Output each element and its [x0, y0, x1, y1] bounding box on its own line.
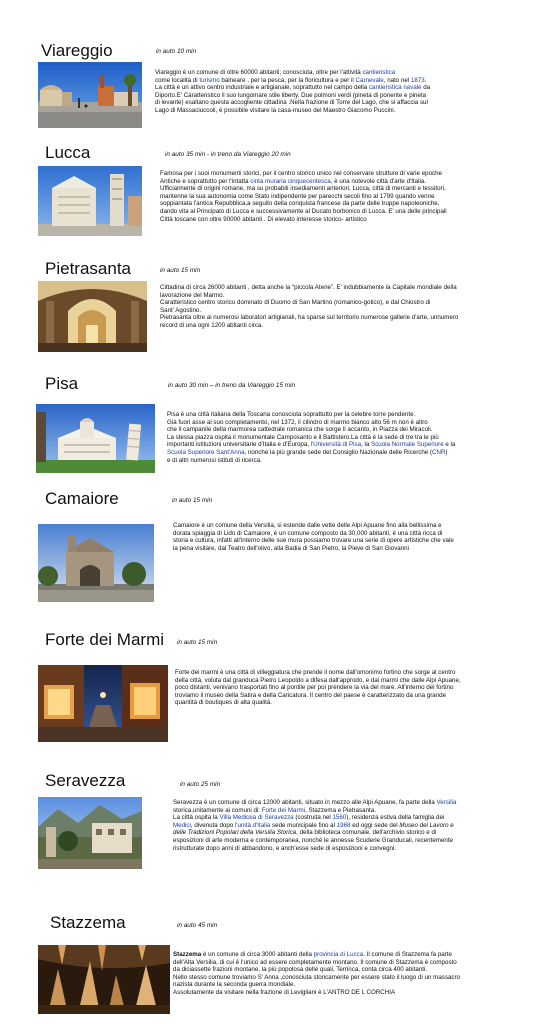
- inline-link[interactable]: cantieristica navale: [368, 84, 422, 92]
- inline-link[interactable]: l'Università di Pisa: [310, 441, 362, 449]
- inline-link[interactable]: Scuola Normale Superiore: [371, 441, 444, 449]
- inline-link[interactable]: l'unità d'Italia: [234, 821, 271, 829]
- travel-time: in auto 30 min – in treno da Viareggio 15 min: [168, 382, 296, 389]
- inline-link[interactable]: cinta muraria cinquecentesca: [250, 177, 331, 185]
- travel-time: in auto 10 min: [156, 48, 197, 55]
- seravezza-villa-photo: [38, 797, 142, 869]
- section-title: Stazzema: [50, 913, 126, 932]
- pietrasanta-church-interior-photo: [38, 281, 147, 352]
- inline-link[interactable]: Villa Medicea di Seravezza: [219, 814, 294, 822]
- inline-link[interactable]: provincia di Lucca: [313, 951, 364, 958]
- section-description: Stazzema è un comune di circa 3000 abitanti della provincia di Lucca. Il comune di Stazzema fa parte dell'Alta Versilia, di cui è l'unico ad essere completamente montano. Il comune di Stazzema è composto da diciassette frazioni montane, la più popolosa delle quali, Terrinca, conta circa 400 abitanti. Nello stesso comune troviamo S' Anna ,conosciuta storicamente per essere stato il luogo di un massacro nazista durante la seconda guerra mondiale. Assolutamente da visitare nella frazione di Levigliani è L'ANTRO DE L CORCHIA: [173, 951, 460, 996]
- travel-time: in auto 35 min - in treno da Viareggio 20 min: [165, 151, 291, 158]
- travel-time: in auto 15 min: [172, 497, 213, 504]
- inline-link[interactable]: 1873: [410, 76, 425, 84]
- section-title: Viareggio: [41, 41, 113, 60]
- travel-time: in auto 45 min: [177, 922, 218, 929]
- section-title: Forte dei Marmi: [45, 630, 165, 649]
- viareggio-seafront-photo: [38, 62, 142, 128]
- travel-time: in auto 15 min: [177, 639, 218, 646]
- camaiore-abbey-photo: [38, 524, 154, 602]
- lucca-cathedral-photo: [38, 166, 142, 236]
- section-description: Viareggio è un comune di oltre 60000 abitanti; conosciuta, oltre per l'attività cantieristica come località di turismo balneare , per la pesca, per la floricultura e per il Carnevale, nato nel 1873. La città è un attivo centro industriale e artigianale, soprattutto nel campo della cantieristica navale da Diporto.E' Caratteristico il suo lungomare stile liberty. Due polmoni verdi (pineta di ponente e pineta di levante) esaltano questa accogliente cittadina .Nella frazione di Torre del Lago, che si affaccia sul Lago di Massaciuccoli, è possibile visitare la casa-museo del Maestro Giacomo Puccini.: [155, 69, 431, 114]
- section-title: Pietrasanta: [45, 259, 131, 278]
- inline-link[interactable]: CNR: [432, 448, 446, 456]
- inline-link[interactable]: turismo: [199, 76, 220, 84]
- travel-time: in auto 15 min: [160, 267, 201, 274]
- section-title: Seravezza: [45, 771, 126, 790]
- section-description: Pisa è una città italiana della Toscana conosciuta soprattutto per la celebre torre pendente. Già fuori asse al suo completamento, nel 1372, il cilindro di marmo bianco alto 56 m non è altro che il campanile della marmorea cattedrale romanica che sorge lì accanto, in Piazza dei Miracoli. La stessa piazza ospita il monumentale Camposanto e il Battistero.La città è la sede di tre tra le più importanti istituzioni universitarie d'Italia e d'Europa, l'Università di Pisa, la Scuola Normale Superiore e la Scuola Superiore Sant'Anna, nonché la più grande sede del Consiglio Nazionale delle Ricerche (CNR) e di altri numerosi istituti di ricerca.: [167, 411, 456, 464]
- section-title: Camaiore: [45, 489, 119, 508]
- inline-link[interactable]: Carnevale: [355, 76, 384, 84]
- inline-link[interactable]: Scuola Superiore Sant'Anna: [167, 448, 245, 456]
- pisa-piazza-miracoli-photo: [36, 404, 155, 473]
- forte-dei-marmi-boutiques-photo: [38, 665, 168, 742]
- antro-del-corchia-cave-photo: [38, 945, 170, 1014]
- section-title: Pisa: [45, 374, 79, 393]
- inline-link[interactable]: 1560: [332, 814, 347, 822]
- section-title: Lucca: [45, 143, 91, 162]
- section-description: Forte dei marmi è una città di villeggiatura che prende il nome dall'omonimo fortino che sorge al centro della città, voluta dal granduca Pietro Leopoldo a difesa dall'approdo, e dai marmi che dalle Alpi Apuane, poco distanti, venivano trasportati fino al pontile per poi prendere la via del mare. All'interno del fortino troviamo il museo della Satira e della Caricatura. Il centro del paese è caratterizzato da una grande quantità di boutiques di alta qualità.: [175, 669, 461, 707]
- inline-link[interactable]: 1968: [336, 821, 351, 829]
- section-description: Camaiore è un comune della Versilia, si estende dalle vette delle Alpi Apuane fino alla bellissima e dorata spiaggia di Lido di Camaiore, è un comune composto da 30,000 abitanti, è una città ricca di storia e cultura, infatti all'interno delle sue mura possiamo trovare una serie di opere artistiche che vale la pena visitare, dal Teatro dell'olivo, alla Badia di San Pietro, la Pieve di San Giovanni: [173, 522, 454, 552]
- inline-link[interactable]: Medici: [173, 821, 191, 829]
- inline-link[interactable]: cantieristica: [362, 69, 396, 76]
- section-description: Cittadina di circa 26000 abitanti , detta anche la “piccola Atene”. E' indubbiamente la Capitale mondiale della lavorazione del Marmo. Caratteristico centro storico dominato dl Duomo di San Martino (romanico-gotico), e dal Chiostro di Sant' Agostino. Pietrasanta oltre ai numerosi laboratori artigianali, ha sparse sul territorio numerose gallerie d'arte, unnumero record di una ogni 1200 abitanti circa.: [160, 284, 459, 329]
- inline-link[interactable]: Forte dei Marmi: [261, 806, 306, 814]
- section-description: Famosa per i suoi monumenti storici, per il centro storico unico nel conservare strutture di varie epoche Antiche e soprattutto per l'intatta cinta muraria cinquecentesca, è una notevole città d'arte d'Italia. Ufficialmente di origini romane, ma su probabili insediamenti anteriori, Lucca, città di mercanti e tessitori, mantenne la sua autonomia come Stato indipendente per parecchi secoli fino al 1799 quando venne soppiantata l'antica Repubblica,a seguito della conquista francese da parte delle truppe napoleoniche, dando vita al Principato di Lucca e successivamente al Ducato borbonico di Lucca. E' una delle principali Città toscane con oltre 90000 abitanti . Di elevato interesse storico- artistico: [160, 170, 447, 223]
- travel-time: in auto 25 min: [180, 781, 221, 788]
- inline-link[interactable]: Versilia: [436, 799, 457, 806]
- section-description: Seravezza è un comune di circa 12000 abitanti, situato in mezzo alle Alpi Apuane, fa parte della Versilia storica,unitamente ai comuni di: Forte dei Marmi, Stazzema e Pietrasanta. La città ospita la Villa Medicea di Seravezza (costruita nel 1560), residenza estiva della famiglia dei Medici, divenuta dopo l'unità d'Italia sede municipale fino al 1968 ed oggi sede del Museo del Lavoro e delle Tradizioni Popolari della Versilia Storica, della biblioteca comunale, dell'archivio storico e di esposizioni di arte moderna e contemporanea, nonché le annesse Scuderie Granducali, recentemente ristrutturate dopo anni di abbandono, e anch'esse sede di esposizioni e convegni.: [173, 799, 457, 852]
